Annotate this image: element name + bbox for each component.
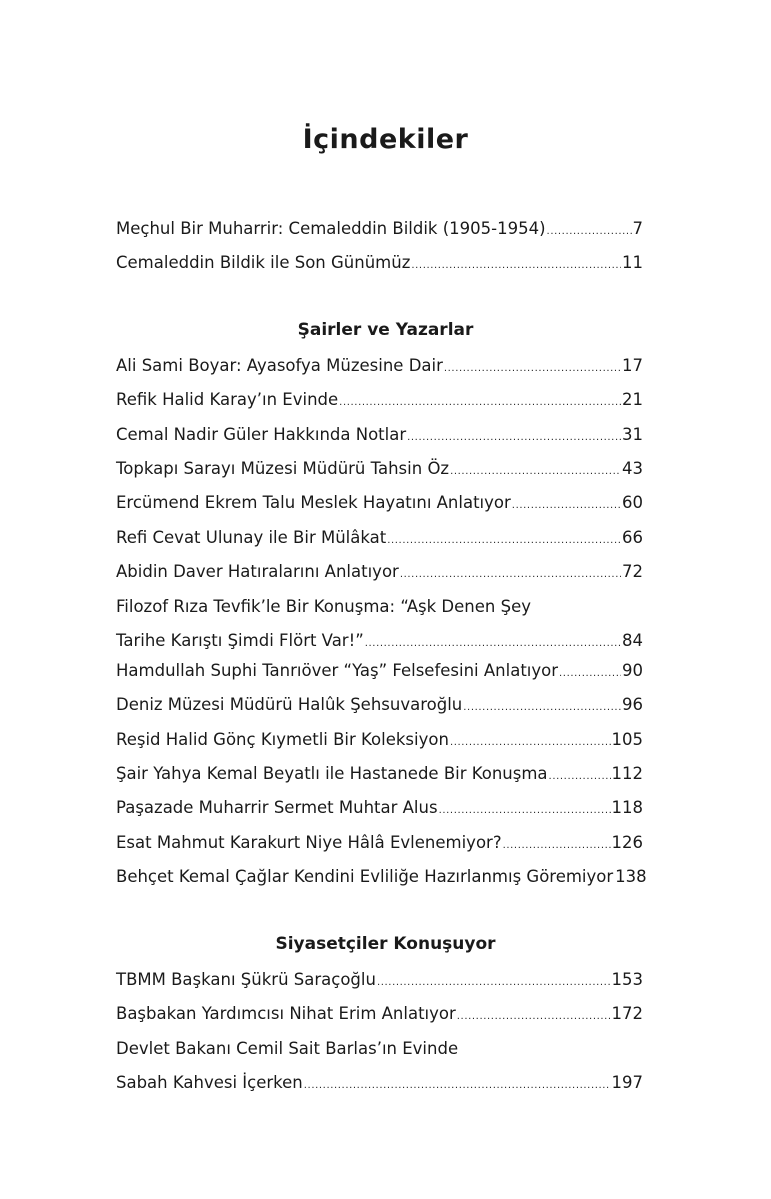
leader-dots <box>463 691 621 725</box>
entry-page: 84 <box>622 631 643 650</box>
entry-page: 72 <box>622 562 643 581</box>
leader-dots <box>457 1000 611 1034</box>
toc-entry[interactable] <box>116 486 643 520</box>
leader-dots <box>450 455 621 489</box>
leader-dots <box>400 558 621 592</box>
toc-entry[interactable] <box>116 654 643 688</box>
entry-page: 105 <box>611 730 643 749</box>
toc-entry[interactable] <box>116 555 643 589</box>
entry-page: 31 <box>622 425 643 444</box>
toc-entry[interactable] <box>116 349 643 383</box>
toc-entry[interactable] <box>116 521 643 555</box>
entry-title: Deniz Müzesi Müdürü Halûk Şehsuvaroğlu <box>116 695 463 714</box>
entry-title-line1: Devlet Bakanı Cemil Sait Barlas’ın Evinde <box>116 1039 459 1058</box>
entry-page: 112 <box>611 764 643 783</box>
leader-dots <box>339 386 621 420</box>
leader-dots <box>377 966 611 1000</box>
entry-page: 90 <box>622 661 643 680</box>
leader-dots <box>444 352 621 386</box>
entry-page: 21 <box>622 390 643 409</box>
entry-title: Ali Sami Boyar: Ayasofya Müzesine Dair <box>116 356 443 375</box>
toc-entry[interactable] <box>116 1032 643 1100</box>
entry-page: 172 <box>611 1004 643 1023</box>
toc-entry[interactable] <box>116 963 643 997</box>
entry-title: Tarihe Karıştı Şimdi Flört Var!” <box>116 631 364 650</box>
entry-title: Paşazade Muharrir Sermet Muhtar Alus <box>116 798 438 817</box>
section-heading: Şairler ve Yazarlar <box>297 320 474 340</box>
entry-title: Refi Cevat Ulunay ile Bir Mülâkat <box>116 528 387 547</box>
leader-dots <box>549 760 611 794</box>
entry-title: Şair Yahya Kemal Beyatlı ile Hastanede Bir Konuşma <box>116 764 548 783</box>
leader-dots <box>512 489 621 523</box>
entry-title: Reşid Halid Gönç Kıymetli Bir Koleksiyon <box>116 730 449 749</box>
entry-title: Abidin Daver Hatıralarını Anlatıyor <box>116 562 399 581</box>
leader-dots <box>547 215 632 249</box>
toc-entry[interactable] <box>116 688 643 722</box>
entry-page: 153 <box>611 970 643 989</box>
entry-page: 43 <box>622 459 643 478</box>
leader-dots <box>407 421 621 455</box>
entry-title: Başbakan Yardımcısı Nihat Erim Anlatıyor <box>116 1004 456 1023</box>
entry-title: Refik Halid Karay’ın Evinde <box>116 390 339 409</box>
toc-entry[interactable] <box>116 791 643 825</box>
entry-title: Topkapı Sarayı Müzesi Müdürü Tahsin Öz <box>116 459 450 478</box>
entry-title: Cemal Nadir Güler Hakkında Notlar <box>116 425 407 444</box>
entry-page: 138 <box>615 867 647 886</box>
section-heading: Siyasetçiler Konuşuyor <box>275 934 496 954</box>
entry-page: 197 <box>611 1073 643 1092</box>
leader-dots <box>503 829 611 863</box>
toc-entry[interactable] <box>116 212 643 246</box>
entry-page: 7 <box>632 219 643 238</box>
toc-entry[interactable] <box>116 723 643 757</box>
entry-title: Hamdullah Suphi Tanrıöver “Yaş” Felsefesini Anlatıyor <box>116 661 559 680</box>
entry-title: Behçet Kemal Çağlar Kendini Evliliğe Hazırlanmış Göremiyor <box>116 867 614 886</box>
entry-page: 96 <box>622 695 643 714</box>
leader-dots <box>304 1069 611 1103</box>
entry-page: 60 <box>622 493 643 512</box>
entry-title: Esat Mahmut Karakurt Niye Hâlâ Evlenemiyor? <box>116 833 502 852</box>
toc-entry[interactable] <box>116 452 643 486</box>
leader-dots <box>439 794 611 828</box>
entry-title-line1: Filozof Rıza Tevfik’le Bir Konuşma: “Aşk Denen Şey <box>116 597 531 616</box>
entry-page: 11 <box>622 253 643 272</box>
toc-entry[interactable] <box>116 826 643 860</box>
entry-page: 126 <box>611 833 643 852</box>
leader-dots <box>559 657 621 691</box>
entry-page: 17 <box>622 356 643 375</box>
page-title: İçindekiler <box>302 124 469 155</box>
entry-title: Meçhul Bir Muharrir: Cemaleddin Bildik (1905-1954) <box>116 219 546 238</box>
toc-entry[interactable] <box>116 383 643 417</box>
toc-entry[interactable] <box>116 246 643 280</box>
entry-title: Sabah Kahvesi İçerken <box>116 1073 303 1092</box>
entry-page: 118 <box>611 798 643 817</box>
leader-dots <box>411 249 621 283</box>
toc-entry[interactable] <box>116 860 647 894</box>
toc-entry[interactable] <box>116 997 643 1031</box>
entry-title: Cemaleddin Bildik ile Son Günümüz <box>116 253 411 272</box>
leader-dots <box>450 726 611 760</box>
toc-entry[interactable] <box>116 757 643 791</box>
leader-dots <box>387 524 621 558</box>
toc-entry[interactable] <box>116 418 643 452</box>
entry-page: 66 <box>622 528 643 547</box>
entry-title: Ercümend Ekrem Talu Meslek Hayatını Anlatıyor <box>116 493 511 512</box>
entry-title: TBMM Başkanı Şükrü Saraçoğlu <box>116 970 376 989</box>
toc-entry[interactable] <box>116 590 643 658</box>
